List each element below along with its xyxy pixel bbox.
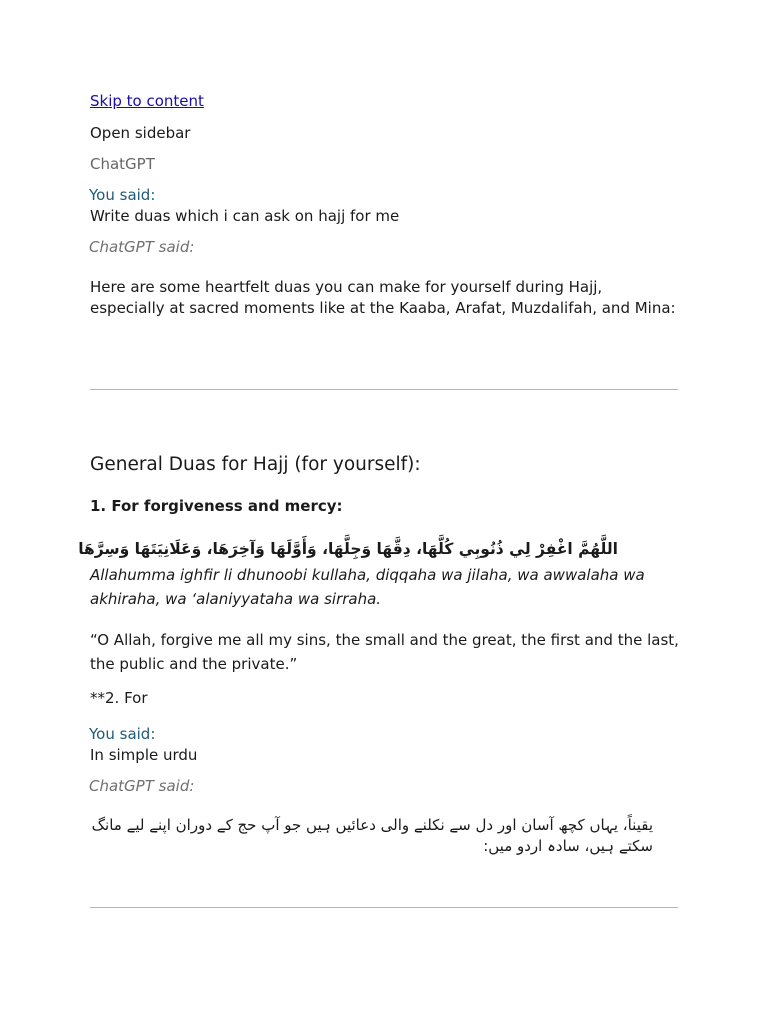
app-title: ChatGPT bbox=[90, 155, 155, 173]
dua-point-heading: 1. For forgiveness and mercy: bbox=[90, 497, 343, 515]
open-sidebar-button[interactable]: Open sidebar bbox=[90, 124, 191, 142]
dua-transliteration: Allahumma ighfir li dhunoobi kullaha, diqqaha wa jilaha, wa awwalaha wa akhiraha, wa ‘alaniyyataha wa sirraha. bbox=[90, 566, 645, 608]
assistant-speaker-label: ChatGPT said: bbox=[89, 238, 195, 256]
assistant-urdu-text: یقیناً، یہاں کچھ آسان اور دل سے نکلنے والی دعائیں ہیں جو آپ حج کے دوران اپنے لیے مانگ سکتے ہیں، سادہ اردو میں: bbox=[91, 816, 653, 855]
assistant-speaker-label: ChatGPT said: bbox=[89, 777, 195, 795]
dua-meaning: “O Allah, forgive me all my sins, the small and the great, the first and the last, the public and the private.” bbox=[90, 631, 679, 673]
arabic-dua-text: اللَّهُمَّ اغْفِرْ لِي ذُنُوبِي كُلَّهَا، دِقَّهَا وَجِلَّهَا، وَأَوَّلَهَا وَآخِرَهَا، وَعَلَانِيَتَهَا وَسِرَّهَا bbox=[78, 540, 618, 558]
divider bbox=[90, 907, 678, 908]
divider bbox=[90, 389, 678, 390]
user-message: Write duas which i can ask on hajj for me bbox=[90, 207, 400, 225]
user-speaker-label: You said: bbox=[89, 725, 156, 743]
skip-to-content-link[interactable]: Skip to content bbox=[90, 92, 204, 110]
user-speaker-label: You said: bbox=[89, 186, 156, 204]
truncated-point-text: **2. For bbox=[90, 689, 148, 707]
section-heading: General Duas for Hajj (for yourself): bbox=[90, 454, 421, 475]
user-message: In simple urdu bbox=[90, 746, 198, 764]
assistant-intro-text: Here are some heartfelt duas you can make for yourself during Hajj, especially at sacred moments like at the Kaaba, Arafat, Muzdalifah, and Mina: bbox=[90, 278, 676, 317]
